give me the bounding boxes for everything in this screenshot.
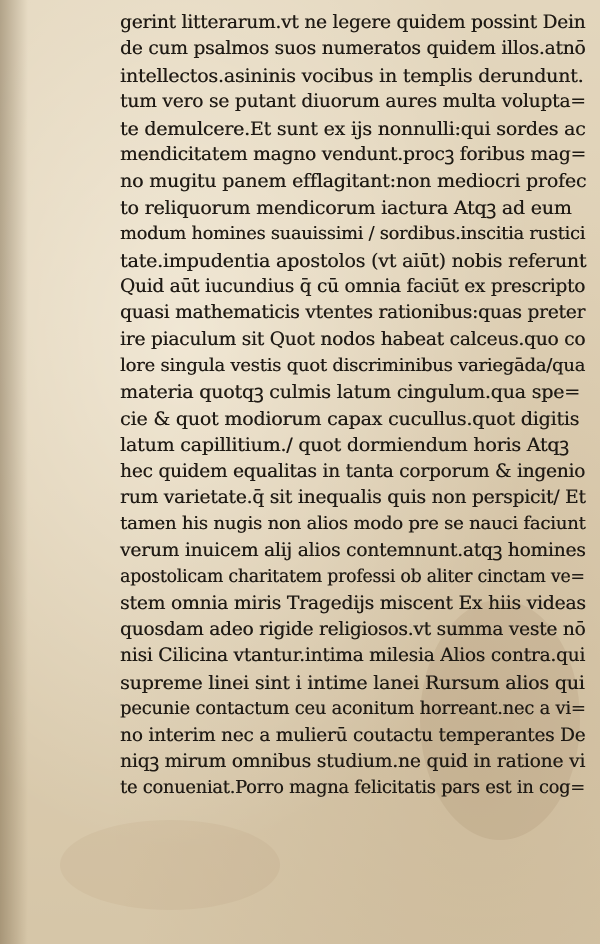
text-line: tamen his nugis non alios modo pre se nauci faciunt [120, 513, 586, 535]
text-line: te conueniat.Porro magna felicitatis pars est in cog= [120, 778, 585, 799]
text-line: ire piaculum sit Quot nodos habeat calceus.quo co [120, 328, 586, 350]
text-line: lore singula vestis quot discriminibus variegāda/qua [120, 355, 586, 377]
text-line: niqꝫ mirum omnibus studium.ne quid in ratione vi [120, 750, 586, 772]
text-line: latum capillitium./ quot dormiendum horis Atqꝫ [120, 434, 569, 457]
text-line: cie & quot modiorum capax cucullus.quot digitis [120, 407, 580, 430]
text-line: tum vero se putant diuorum aures multa volupta= [120, 91, 586, 113]
text-line: tate.impudentia apostolos (vt aiūt) nobis referunt [120, 249, 587, 272]
text-line: nisi Cilicina vtantur.intima milesia Alios contra.qui [120, 645, 586, 667]
text-line: verum inuicem alij alios contemnunt.atqꝫ homines [120, 539, 586, 561]
text-line: to reliquorum mendicorum iactura Atqꝫ ad eum [120, 196, 572, 219]
text-line: apostolicam charitatem professi ob aliter cinctam ve= [120, 567, 585, 588]
text-block [120, 10, 586, 802]
text-line: no mugitu panem efflagitant:non mediocri profec [120, 170, 587, 193]
text-line: intellectos.asininis vocibus in templis derundunt. [120, 64, 584, 87]
paper-stain [60, 820, 280, 910]
text-line: rum varietate.q̄ sit inequalis quis non perspicit/ Et [120, 487, 586, 509]
text-line: materia quotqꝫ culmis latum cingulum.qua spe= [120, 381, 580, 404]
text-line: hec quidem equalitas in tanta corporum & ingenio [120, 460, 586, 482]
text-line: mendicitatem magno vendunt.procꝫ foribus mag= [120, 143, 586, 165]
text-line: te demulcere.Et sunt ex ijs nonnulli:qui sordes ac [120, 117, 586, 140]
text-line: de cum psalmos suos numeratos quidem illos.atnō [120, 38, 586, 60]
text-line: supreme linei sint i intime lanei Rursum alios qui [120, 671, 585, 694]
text-line: pecunie contactum ceu aconitum horreant.nec a vi= [120, 698, 586, 720]
text-line: gerint litterarum.vt ne legere quidem possint Dein [120, 12, 586, 33]
text-line: Quid aūt iucundius q̄ cū omnia faciūt ex prescripto [120, 275, 586, 297]
text-line: stem omnia miris Tragedijs miscent Ex hiis videas [120, 592, 586, 614]
text-line: quosdam adeo rigide religiosos.vt summa veste nō [120, 618, 586, 640]
page-gutter-shadow [0, 0, 28, 944]
text-line: modum homines suauissimi / sordibus.inscitia rustici [120, 224, 586, 245]
text-line: quasi mathematicis vtentes rationibus:quas preter [120, 302, 586, 324]
text-line: no interim nec a mulierū coutactu temperantes De [120, 724, 586, 746]
